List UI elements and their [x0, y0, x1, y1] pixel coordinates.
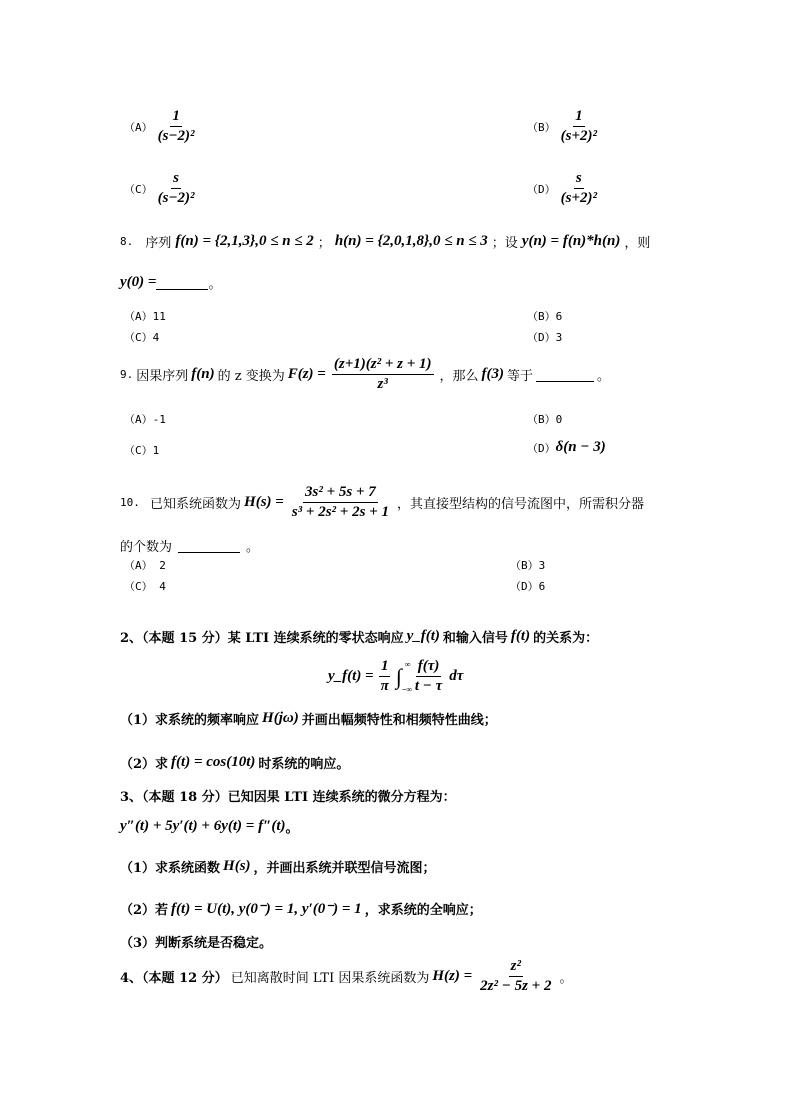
- integral-sign: [395, 659, 413, 694]
- q7-option-b: [527, 108, 602, 145]
- q9-option-b: （B）0: [527, 413, 563, 426]
- text: 序列: [145, 236, 172, 251]
- q9-option-d: [527, 439, 606, 456]
- numerator: s: [574, 170, 584, 189]
- q10-option-d: （D）6: [510, 580, 546, 593]
- text: ；: [317, 236, 331, 251]
- fraction: [290, 484, 391, 521]
- fraction: [478, 958, 553, 995]
- math-conditions: f(t) = U(t), y(0⁻) = 1, y′(0⁻) = 1: [171, 901, 362, 917]
- text: 等于: [507, 369, 534, 384]
- text: （1）求系统的频率响应: [120, 713, 260, 728]
- math-dtau: dτ: [449, 668, 464, 684]
- section-3-equation: [120, 817, 299, 836]
- fraction: [379, 658, 391, 695]
- q9-option-a: （A）-1: [124, 413, 166, 426]
- math-H: H(s) =: [244, 494, 284, 510]
- numerator: 1: [170, 108, 182, 127]
- text: 已知系统函数为: [150, 497, 242, 512]
- section-3-heading: 3、（本题 18 分）已知因果 LTI 连续系统的微分方程为：: [120, 790, 456, 805]
- section-2-equation: [328, 658, 463, 695]
- numerator: f(τ): [416, 658, 442, 677]
- text: 。: [597, 369, 611, 384]
- numerator: 3s² + 5s + 7: [303, 484, 378, 503]
- math-Hjw: H(jω): [262, 710, 299, 726]
- answer-blank: [536, 367, 594, 382]
- question-number: 9.: [120, 368, 134, 381]
- q10-option-c: （C） 4: [124, 580, 166, 593]
- fraction: [332, 356, 434, 393]
- math-y0: y(0) =: [120, 274, 157, 290]
- section-2-part-1: [120, 709, 497, 728]
- fraction: [156, 108, 197, 145]
- text: 。: [246, 540, 260, 555]
- math-yf: y_f(t): [406, 628, 440, 644]
- math-ode: y″(t) + 5y′(t) + 6y(t) = f″(t): [120, 818, 286, 834]
- option-label: （D）: [527, 182, 556, 196]
- math-f: f(n) = {2,1,3},0 ≤ n ≤ 2: [175, 233, 314, 249]
- section-3-part-1: [120, 857, 436, 876]
- denominator: (s−2)²: [157, 190, 195, 206]
- section-2-heading: [120, 627, 598, 646]
- denominator: t − τ: [414, 678, 443, 694]
- numerator: (z+1)(z² + z + 1): [332, 356, 434, 375]
- section-3-part-2: [120, 899, 482, 918]
- text: 因果序列: [136, 369, 189, 384]
- text: ；设: [491, 236, 518, 251]
- denominator: 2z² − 5z + 2: [480, 978, 552, 994]
- section-4-heading: [120, 958, 572, 995]
- fraction: [156, 170, 197, 207]
- q9-stem: [120, 356, 610, 393]
- text: ，并画出系统并联型信号流图；: [253, 861, 436, 876]
- q7-option-d: [527, 170, 602, 207]
- text: 和输入信号: [442, 631, 508, 646]
- section-2-part-2: [120, 753, 349, 772]
- text: 的个数为: [120, 540, 173, 555]
- math-lhs: y_f(t) =: [328, 668, 374, 684]
- denominator: π: [380, 678, 389, 694]
- q10-answer-line: [120, 536, 259, 555]
- question-number: 8.: [120, 235, 134, 248]
- integral-symbol: ∫: [395, 663, 402, 689]
- text: 。: [285, 821, 299, 836]
- text: 已知离散时间 LTI 因果系统函数为: [230, 971, 430, 986]
- text: （1）求系统函数: [120, 861, 221, 876]
- upper-limit: ∞: [404, 659, 411, 669]
- denominator: (s+2)²: [560, 190, 597, 206]
- text: 2、（本题 15 分）某 LTI 连续系统的零状态响应: [120, 631, 404, 646]
- fraction: [559, 170, 599, 207]
- q10-stem: [120, 484, 644, 521]
- text: 的 z 变换为: [217, 369, 285, 384]
- numerator: 1: [379, 658, 391, 677]
- answer-blank: [178, 538, 240, 553]
- lower-limit: −∞: [401, 684, 413, 694]
- text: 4、（本题 12 分）: [120, 971, 228, 986]
- section-3-part-3: （3）判断系统是否稳定。: [120, 936, 273, 951]
- denominator: (s−2)²: [157, 128, 195, 144]
- q10-option-b: （B）3: [510, 559, 546, 572]
- text: 。: [208, 277, 222, 292]
- text: 并画出幅频特性和相频特性曲线；: [301, 713, 497, 728]
- numerator: 1: [573, 108, 585, 127]
- question-number: 10.: [120, 496, 140, 509]
- text: （2）求: [120, 757, 169, 772]
- text: ，那么: [439, 369, 479, 384]
- q8-option-d: （D）3: [527, 331, 563, 344]
- q7-option-c: [124, 170, 200, 207]
- q8-stem: [120, 232, 650, 251]
- math-h: h(n) = {2,0,1,8},0 ≤ n ≤ 3: [334, 233, 488, 249]
- denominator: s³ + 2s² + 2s + 1: [291, 504, 389, 520]
- text: ，其直接型结构的信号流图中，所需积分器: [396, 497, 644, 512]
- q8-option-c: （C）4: [124, 331, 160, 344]
- math-input: f(t) = cos(10t): [171, 754, 256, 770]
- math-Hz: H(z) =: [432, 968, 473, 984]
- math-y: y(n) = f(n)*h(n): [521, 233, 621, 249]
- option-label: （D）: [527, 441, 556, 455]
- fraction: [413, 658, 444, 695]
- math-f3: f(3): [481, 366, 505, 382]
- denominator: z³: [377, 376, 388, 392]
- option-label: （B）: [527, 120, 556, 134]
- q8-option-a: （A）11: [124, 310, 166, 323]
- q10-option-a: （A） 2: [124, 559, 166, 572]
- option-label: （A）: [124, 120, 153, 134]
- math-ft: f(t): [510, 628, 531, 644]
- text: 。: [559, 971, 573, 986]
- option-label: （C）: [124, 182, 153, 196]
- math-fn: f(n): [191, 366, 215, 382]
- numerator: s: [171, 170, 181, 189]
- math-delta: δ(n − 3): [555, 439, 606, 455]
- q7-option-a: [124, 108, 200, 145]
- text: 时系统的响应。: [258, 757, 350, 772]
- fraction: [559, 108, 599, 145]
- text: 的关系为：: [533, 631, 599, 646]
- text: ，求系统的全响应；: [364, 903, 482, 918]
- math-Hs: H(s): [223, 858, 251, 874]
- numerator: z²: [509, 958, 523, 977]
- text: （2）若: [120, 903, 169, 918]
- q9-option-c: （C）1: [124, 444, 160, 457]
- text: ，则: [624, 236, 651, 251]
- math-F: F(z) =: [287, 366, 326, 382]
- q8-answer-line: [120, 273, 221, 292]
- q8-option-b: （B）6: [527, 310, 563, 323]
- denominator: (s+2)²: [560, 128, 597, 144]
- answer-blank: [156, 275, 208, 290]
